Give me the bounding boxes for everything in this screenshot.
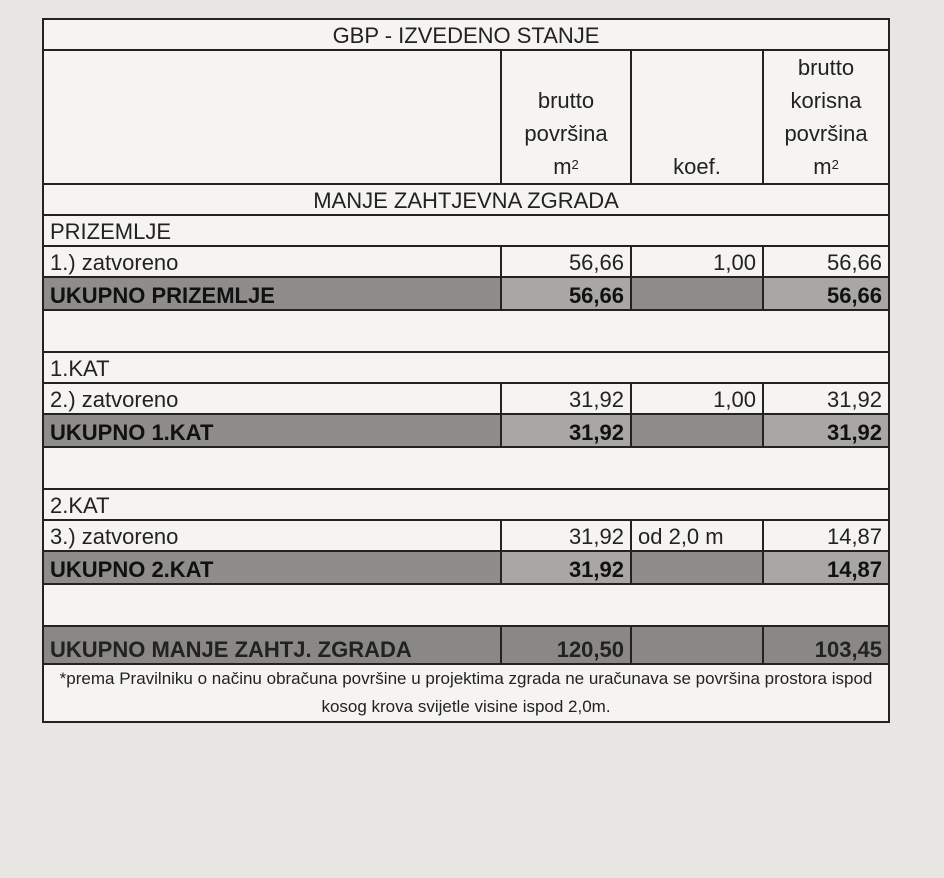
header-brutto-povrsina: brutto površina $m^2$ (501, 50, 631, 184)
total-koef-empty (631, 551, 763, 584)
item-area: 31,92 (501, 520, 631, 551)
section-heading: MANJE ZAHTJEVNA ZGRADA (43, 184, 889, 215)
item-label: 3.) zatvoreno (43, 520, 501, 551)
total-useful: 56,66 (763, 277, 889, 310)
item-area: 31,92 (501, 383, 631, 414)
item-koef: od 2,0 m (631, 520, 763, 551)
floor-heading: 2.KAT (43, 489, 889, 520)
spacer-row (43, 447, 889, 489)
total-koef-empty (631, 277, 763, 310)
footnote: *prema Pravilniku o načinu obračuna površine u projektima zgrada ne uračunava se površina prostora ispod kosog krova svijetle visine ispod 2,0m. (43, 664, 889, 722)
item-useful: 14,87 (763, 520, 889, 551)
floor-heading: 1.KAT (43, 352, 889, 383)
total-area: 31,92 (501, 551, 631, 584)
grand-total-label: UKUPNO MANJE ZAHTJ. ZGRADA (43, 626, 501, 664)
gbp-table (42, 18, 890, 723)
total-area: 56,66 (501, 277, 631, 310)
total-useful: 14,87 (763, 551, 889, 584)
total-row (43, 414, 889, 447)
total-row (43, 277, 889, 310)
item-useful: 56,66 (763, 246, 889, 277)
spacer-row (43, 584, 889, 626)
table-row (43, 246, 889, 277)
grand-total-koef-empty (631, 626, 763, 664)
total-row (43, 551, 889, 584)
total-area: 31,92 (501, 414, 631, 447)
total-koef-empty (631, 414, 763, 447)
document-sheet (42, 18, 888, 723)
table-row (43, 520, 889, 551)
header-blank (43, 50, 501, 184)
grand-total-row (43, 626, 889, 664)
table-row (43, 383, 889, 414)
total-label: UKUPNO 2.KAT (43, 551, 501, 584)
total-useful: 31,92 (763, 414, 889, 447)
item-koef: 1,00 (631, 383, 763, 414)
grand-total-area: 120,50 (501, 626, 631, 664)
item-label: 2.) zatvoreno (43, 383, 501, 414)
spacer-row (43, 310, 889, 352)
item-area: 56,66 (501, 246, 631, 277)
item-label: 1.) zatvoreno (43, 246, 501, 277)
table-title: GBP - IZVEDENO STANJE (43, 19, 889, 50)
total-label: UKUPNO PRIZEMLJE (43, 277, 501, 310)
item-koef: 1,00 (631, 246, 763, 277)
item-useful: 31,92 (763, 383, 889, 414)
grand-total-useful: 103,45 (763, 626, 889, 664)
total-label: UKUPNO 1.KAT (43, 414, 501, 447)
header-koef: koef. (631, 50, 763, 184)
header-brutto-korisna: brutto korisna površina $m^2$ (763, 50, 889, 184)
floor-heading: PRIZEMLJE (43, 215, 889, 246)
